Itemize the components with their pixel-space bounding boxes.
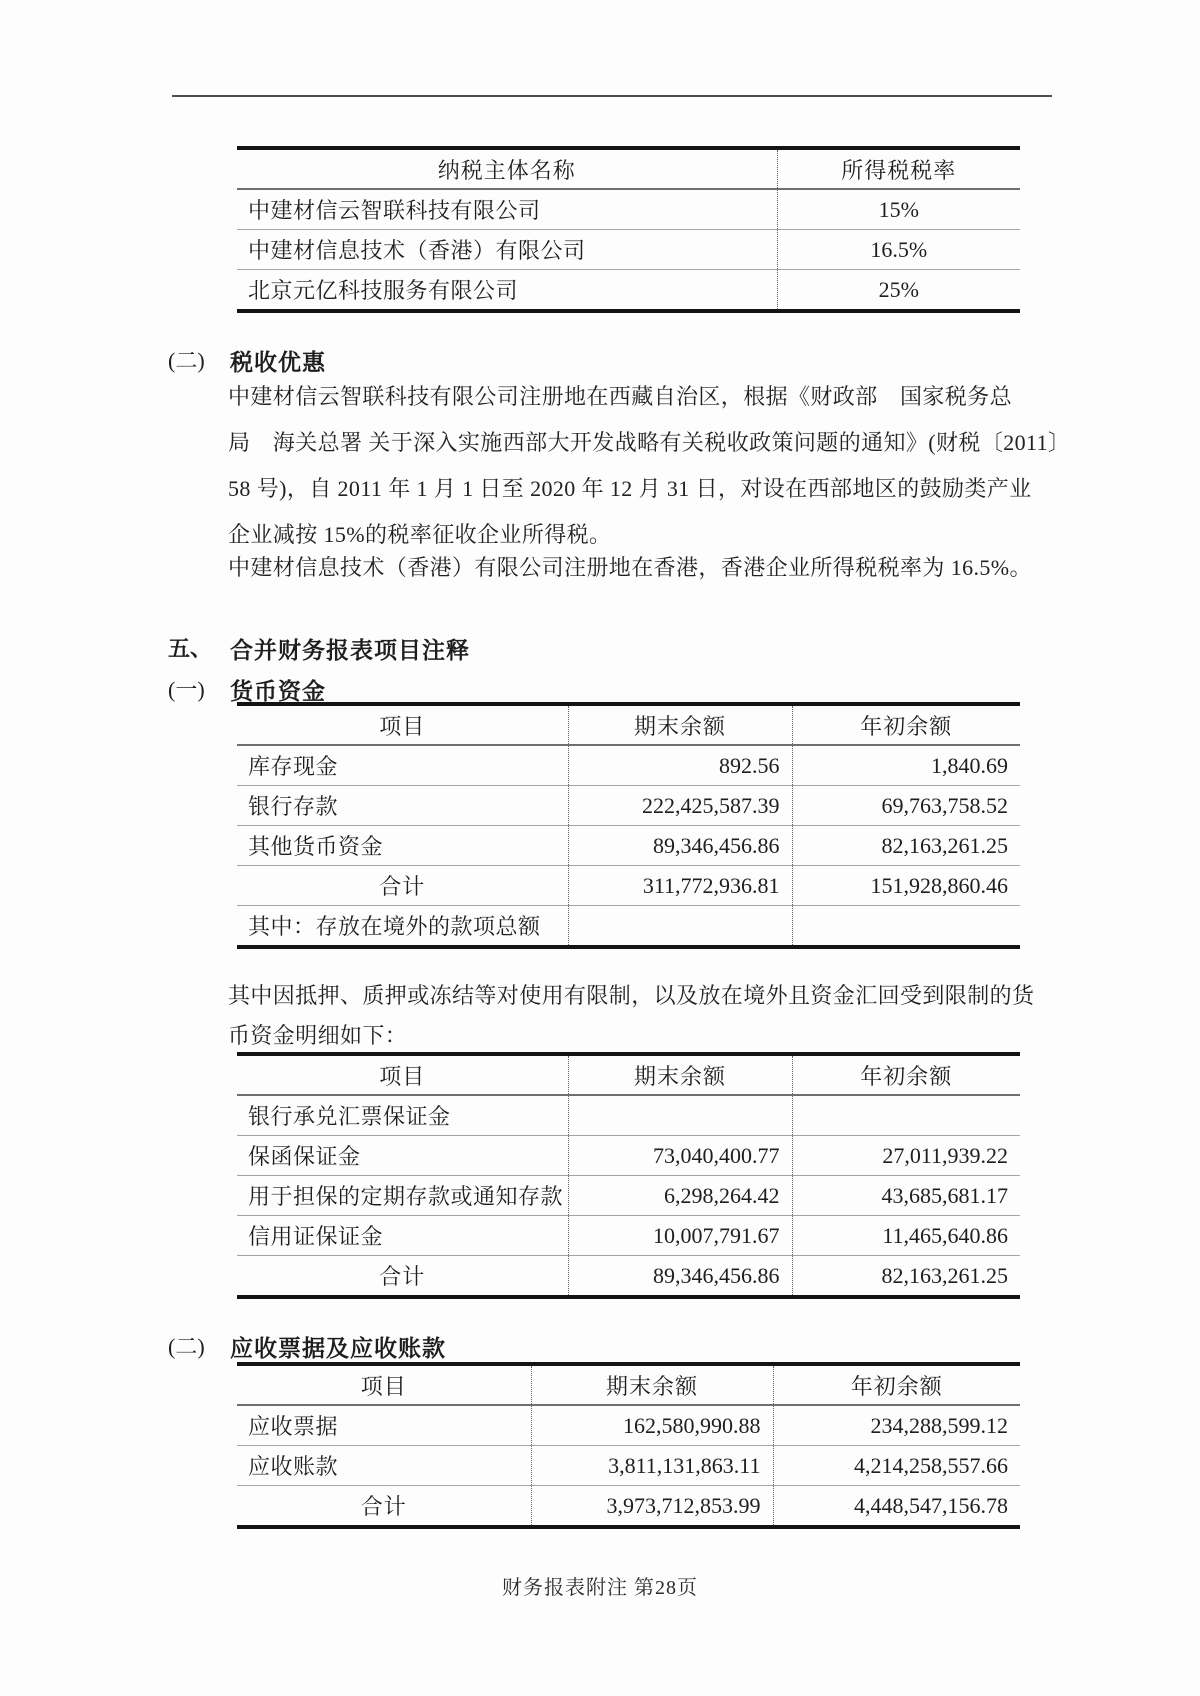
table-total-row [237,1486,1020,1528]
total-label: 合计 [379,1264,426,1289]
table-row [237,230,1020,270]
table-header-row [237,1054,1020,1095]
beginning-balance: 82,163,261.25 [792,826,1020,866]
section-marker: (一) [168,677,205,702]
table-total-row [237,866,1020,906]
section-title: 应收票据及应收账款 [230,1336,446,1361]
header-cell-ending-balance: 期末余额 [568,704,792,745]
paragraph-line: 币资金明细如下： [228,1023,408,1048]
table-row [237,1405,1020,1446]
item-label: 其中：存放在境外的款项总额 [248,914,541,939]
table-row [237,189,1020,230]
ending-balance [568,1095,792,1136]
item-label: 应收账款 [237,1446,531,1486]
paragraph-line: 企业减按 15%的税率征收企业所得税。 [228,522,612,547]
restricted-funds-intro [228,976,1034,1056]
header-cell-item: 项目 [237,704,568,745]
header-cell-beginning-balance: 年初余额 [773,1364,1020,1405]
beginning-balance: 151,928,860.46 [792,866,1020,906]
item-label: 其他货币资金 [237,826,568,866]
ending-balance: 89,346,456.86 [568,1256,792,1298]
ending-balance: 89,346,456.86 [568,826,792,866]
paragraph-line: 58 号)，自 2011 年 1 月 1 日至 2020 年 12 月 31 日，对设在西部地区的鼓励类产业 [228,476,1032,501]
paragraph-line: 中建材信云智联科技有限公司注册地在西藏自治区，根据《财政部 国家税务总 [228,384,1013,409]
tax-incentive-paragraph [228,374,1070,558]
item-label: 应收票据 [237,1405,531,1446]
table-row [237,1136,1020,1176]
table-row [237,270,1020,312]
receivables-table [237,1362,1020,1529]
beginning-balance: 69,763,758.52 [792,786,1020,826]
taxpayer-name: 北京元亿科技服务有限公司 [248,278,519,303]
total-label: 合计 [237,866,568,906]
beginning-balance [792,1095,1020,1136]
table-header-row [237,148,1020,189]
beginning-balance: 4,448,547,156.78 [773,1486,1020,1528]
beginning-balance: 43,685,681.17 [792,1176,1020,1216]
item-label: 信用证保证金 [237,1216,568,1256]
paragraph-line: 其中因抵押、质押或冻结等对使用有限制，以及放在境外且资金汇回受到限制的货 [228,983,1035,1008]
header-cell-beginning-balance: 年初余额 [792,704,1020,745]
tax-rate-value: 15% [777,189,1020,230]
table-row [237,906,1020,948]
beginning-balance: 82,163,261.25 [792,1256,1020,1298]
section-marker: (二) [168,348,205,373]
item-label: 保函保证金 [237,1136,568,1176]
beginning-balance: 27,011,939.22 [792,1136,1020,1176]
header-cell-item: 项目 [237,1054,568,1095]
table-row [237,1176,1020,1216]
header-cell-taxpayer: 纳税主体名称 [237,148,777,189]
paragraph-line: 中建材信息技术（香港）有限公司注册地在香港，香港企业所得税税率为 16.5%。 [228,555,1032,580]
section-marker: (二) [168,1334,205,1359]
item-label: 库存现金 [237,745,568,786]
header-cell-tax-rate: 所得税税率 [777,148,1020,189]
total-label: 合计 [360,1494,407,1519]
table-total-row [237,1256,1020,1298]
table-row [237,1446,1020,1486]
taxpayer-name: 中建材信息技术（香港）有限公司 [237,230,777,270]
tax-rate-table [237,146,1020,313]
ending-balance: 311,772,936.81 [568,866,792,906]
section-title: 税收优惠 [230,350,326,375]
item-label: 银行承兑汇票保证金 [237,1095,568,1136]
table-row [237,1216,1020,1256]
header-cell-ending-balance: 期末余额 [568,1054,792,1095]
ending-balance [568,906,792,948]
ending-balance: 3,973,712,853.99 [531,1486,773,1528]
hk-tax-paragraph [228,556,1032,580]
ending-balance: 6,298,264.42 [568,1176,792,1216]
table-row [237,745,1020,786]
table-row [237,826,1020,866]
header-cell-beginning-balance: 年初余额 [792,1054,1020,1095]
table-header-row [237,704,1020,745]
ending-balance: 3,811,131,863.11 [531,1446,773,1486]
table-header-row [237,1364,1020,1405]
ending-balance: 222,425,587.39 [568,786,792,826]
header-cell-ending-balance: 期末余额 [531,1364,773,1405]
taxpayer-name: 中建材信云智联科技有限公司 [237,189,777,230]
table-row [237,1095,1020,1136]
section-marker: 五、 [168,636,213,661]
tax-rate-value: 25% [777,270,1020,312]
beginning-balance: 4,214,258,557.66 [773,1446,1020,1486]
page-footer: 财务报表附注 第28页 [502,1577,698,1599]
paragraph-line: 局 海关总署 关于深入实施西部大开发战略有关税收政策问题的通知》(财税〔2011〕 [228,430,1071,455]
section-title: 合并财务报表项目注释 [230,638,470,663]
ending-balance: 892.56 [568,745,792,786]
beginning-balance: 234,288,599.12 [773,1405,1020,1446]
item-label: 用于担保的定期存款或通知存款 [237,1176,568,1216]
header-rule [172,95,1052,97]
beginning-balance: 1,840.69 [792,745,1020,786]
item-label: 银行存款 [237,786,568,826]
section-title: 货币资金 [230,679,326,704]
beginning-balance [792,906,1020,948]
monetary-funds-table [237,702,1020,949]
restricted-funds-table [237,1052,1020,1299]
ending-balance: 162,580,990.88 [531,1405,773,1446]
header-cell-item: 项目 [237,1364,531,1405]
tax-rate-value: 16.5% [777,230,1020,270]
beginning-balance: 11,465,640.86 [792,1216,1020,1256]
table-row [237,786,1020,826]
ending-balance: 10,007,791.67 [568,1216,792,1256]
ending-balance: 73,040,400.77 [568,1136,792,1176]
